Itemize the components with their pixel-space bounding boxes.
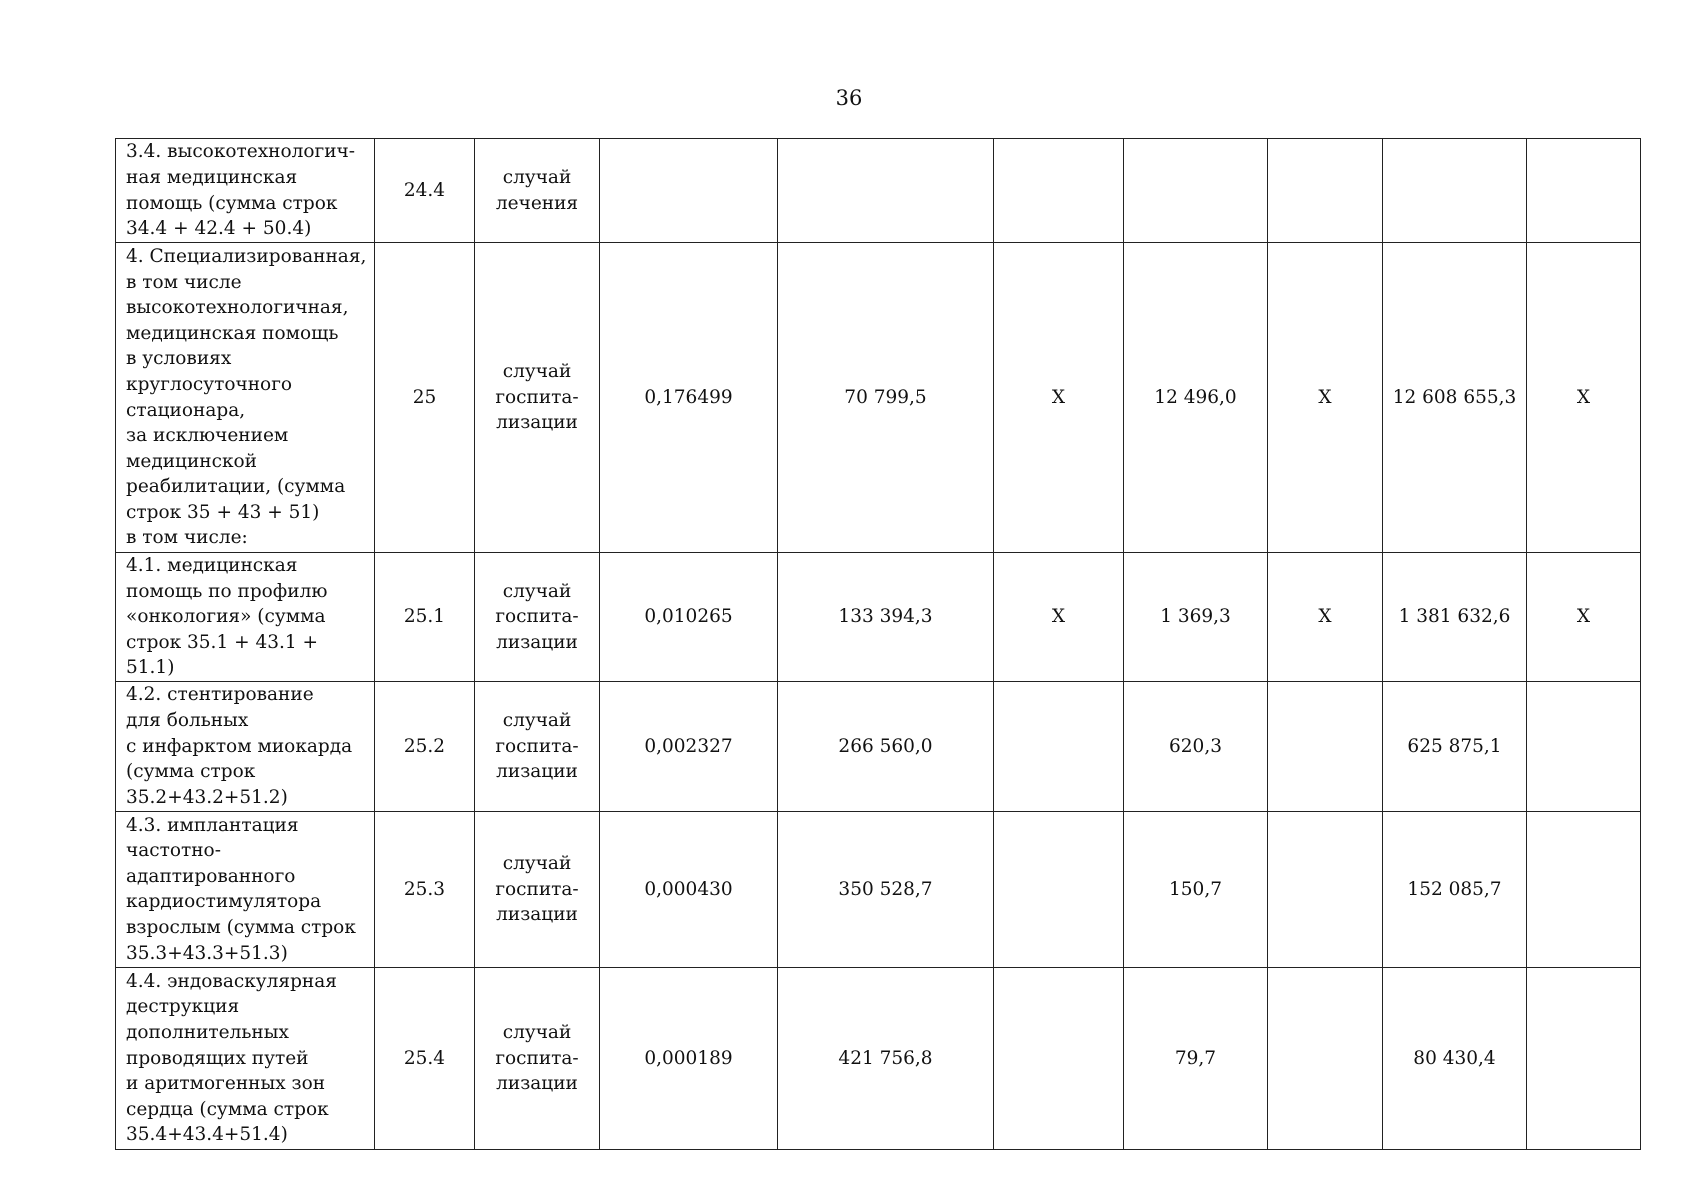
table-row: [116, 681, 1641, 811]
row-name-cell: 4. Специализированная, в том числе высокотехнологичная, медицинская помощь в условиях круглосуточного стационара, за исключением медицинской реабилитации, (сумма строк 35 + 43 + 51) в том числе:: [116, 243, 375, 553]
row-value-cell-1: 0,176499: [600, 243, 778, 553]
row-value-cell-4: [1124, 139, 1268, 243]
row-value-cell-2: 421 756,8: [778, 967, 994, 1149]
row-unit-cell: случай госпита- лизации: [475, 681, 600, 811]
data-table: [115, 138, 1641, 1150]
row-value-cell-5: [1268, 681, 1383, 811]
row-value-cell-6: 1 381 632,6: [1383, 553, 1527, 682]
row-value-cell-2: 266 560,0: [778, 681, 994, 811]
row-name-cell: 4.3. имплантация частотно- адаптированного кардиостимулятора взрослым (сумма строк 35.3+43.3+51.3): [116, 811, 375, 967]
row-value-cell-3: [994, 967, 1124, 1149]
row-value-cell-5: X: [1268, 243, 1383, 553]
row-value-cell-1: 0,010265: [600, 553, 778, 682]
row-value-cell-7: [1527, 967, 1641, 1149]
row-value-cell-7: [1527, 139, 1641, 243]
row-code-cell: 25.2: [375, 681, 475, 811]
row-code-cell: 25.4: [375, 967, 475, 1149]
row-code-cell: 24.4: [375, 139, 475, 243]
table-row: [116, 139, 1641, 243]
row-code-cell: 25: [375, 243, 475, 553]
row-value-cell-5: [1268, 139, 1383, 243]
row-value-cell-3: [994, 811, 1124, 967]
row-code-cell: 25.1: [375, 553, 475, 682]
row-value-cell-3: X: [994, 553, 1124, 682]
row-value-cell-3: X: [994, 243, 1124, 553]
row-value-cell-1: 0,002327: [600, 681, 778, 811]
row-value-cell-4: 1 369,3: [1124, 553, 1268, 682]
row-value-cell-7: X: [1527, 553, 1641, 682]
row-unit-cell: случай госпита- лизации: [475, 811, 600, 967]
row-value-cell-7: [1527, 811, 1641, 967]
row-unit-cell: случай госпита- лизации: [475, 553, 600, 682]
row-name-cell: 4.2. стентирование для больных с инфарктом миокарда (сумма строк 35.2+43.2+51.2): [116, 681, 375, 811]
row-code-cell: 25.3: [375, 811, 475, 967]
row-value-cell-2: 133 394,3: [778, 553, 994, 682]
table-row: [116, 811, 1641, 967]
table-row: [116, 243, 1641, 553]
table-row: [116, 967, 1641, 1149]
row-value-cell-2: 350 528,7: [778, 811, 994, 967]
table-row: [116, 553, 1641, 682]
row-value-cell-4: 620,3: [1124, 681, 1268, 811]
row-value-cell-6: 152 085,7: [1383, 811, 1527, 967]
row-unit-cell: случай лечения: [475, 139, 600, 243]
row-value-cell-4: 150,7: [1124, 811, 1268, 967]
row-name-cell: 3.4. высокотехнологич- ная медицинская помощь (сумма строк 34.4 + 42.4 + 50.4): [116, 139, 375, 243]
row-value-cell-3: [994, 681, 1124, 811]
row-value-cell-7: [1527, 681, 1641, 811]
row-value-cell-5: [1268, 811, 1383, 967]
row-value-cell-1: 0,000430: [600, 811, 778, 967]
row-value-cell-3: [994, 139, 1124, 243]
row-value-cell-5: X: [1268, 553, 1383, 682]
row-value-cell-6: [1383, 139, 1527, 243]
row-value-cell-5: [1268, 967, 1383, 1149]
row-value-cell-6: 80 430,4: [1383, 967, 1527, 1149]
row-value-cell-1: 0,000189: [600, 967, 778, 1149]
row-value-cell-4: 79,7: [1124, 967, 1268, 1149]
page-number: 36: [835, 86, 863, 110]
row-name-cell: 4.4. эндоваскулярная деструкция дополнительных проводящих путей и аритмогенных зон сердца (сумма строк 35.4+43.4+51.4): [116, 967, 375, 1149]
row-value-cell-6: 625 875,1: [1383, 681, 1527, 811]
row-value-cell-1: [600, 139, 778, 243]
row-value-cell-7: X: [1527, 243, 1641, 553]
row-name-cell: 4.1. медицинская помощь по профилю «онкология» (сумма строк 35.1 + 43.1 + 51.1): [116, 553, 375, 682]
row-value-cell-4: 12 496,0: [1124, 243, 1268, 553]
row-value-cell-6: 12 608 655,3: [1383, 243, 1527, 553]
row-value-cell-2: [778, 139, 994, 243]
row-unit-cell: случай госпита- лизации: [475, 967, 600, 1149]
row-value-cell-2: 70 799,5: [778, 243, 994, 553]
row-unit-cell: случай госпита- лизации: [475, 243, 600, 553]
